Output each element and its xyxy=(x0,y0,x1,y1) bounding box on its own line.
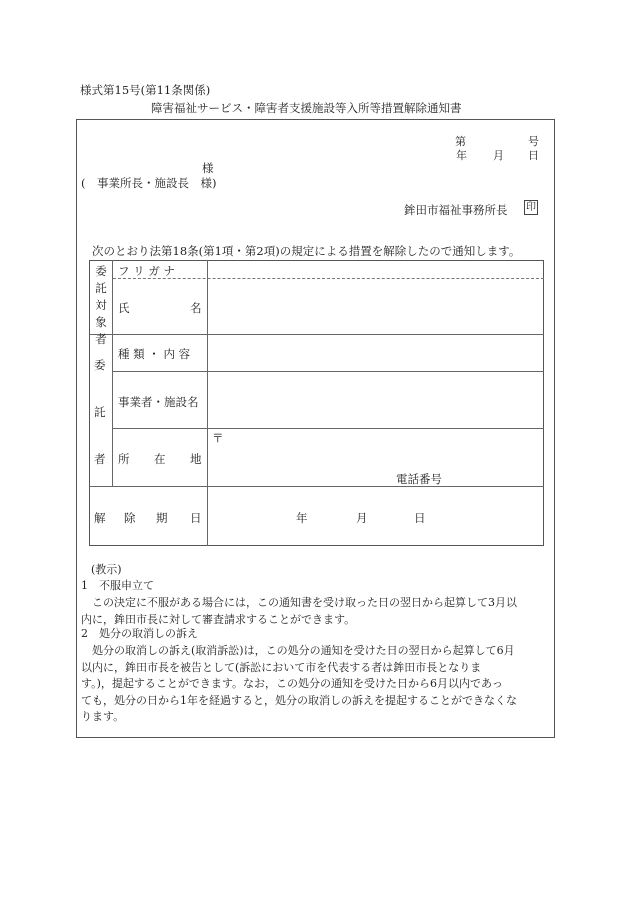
release-label-char-3: 期 xyxy=(156,511,168,525)
notice-heading: (教示) xyxy=(91,563,122,576)
form-number: 様式第15号(第11条関係) xyxy=(80,83,211,97)
date-day: 日 xyxy=(528,149,539,162)
trustee-group-char-3: 者 xyxy=(94,452,106,466)
address-label-char-2: 在 xyxy=(154,452,166,466)
document-title: 障害福祉サービス・障害者支援施設等入所等措置解除通知書 xyxy=(151,101,462,115)
notice-item2-body xyxy=(81,643,551,726)
number-suffix: 号 xyxy=(528,135,539,148)
notice-item2-line: ても，処分の日から1年を経過すると，処分の取消しの訴えを提起することができなくな xyxy=(81,693,517,707)
operator-label: 事業者・施設名 xyxy=(118,395,199,409)
notice-item1-title: 1 不服申立て xyxy=(81,579,154,592)
issuer-name: 鉾田市福祉事務所長 xyxy=(404,203,508,217)
notice-item2-line: 処分の取消しの訴え(取消訴訟)は，この処分の通知を受けた日の翌日から起算して6月 xyxy=(92,644,515,657)
name-label-right: 名 xyxy=(190,301,202,315)
furigana-divider xyxy=(113,278,544,279)
table-col-divider-2 xyxy=(207,260,208,546)
address-label-char-1: 所 xyxy=(118,452,130,466)
release-year: 年 xyxy=(296,511,308,525)
row-divider-operator xyxy=(113,428,544,429)
date-year: 年 xyxy=(456,149,467,162)
addressee-facility-line: ( 事業所長・施設長 様) xyxy=(81,176,217,190)
notice-item1-body xyxy=(81,595,551,628)
date-month: 月 xyxy=(493,149,504,162)
release-label-char-1: 解 xyxy=(94,511,106,525)
trustee-group-char-1: 委 xyxy=(94,358,106,372)
notice-item2-line: ります。 xyxy=(81,710,125,723)
addressee-honorific: 様 xyxy=(202,161,214,175)
notice-item1-line: この決定に不服がある場合には，この通知書を受け取った日の翌日から起算して3月以 xyxy=(92,596,517,609)
address-label-char-3: 地 xyxy=(190,452,202,466)
release-month: 月 xyxy=(356,511,368,525)
postal-mark: 〒 xyxy=(212,431,224,445)
number-prefix: 第 xyxy=(455,135,466,148)
subject-group-label: 委託対象者 xyxy=(95,264,107,346)
row-divider-address xyxy=(89,486,544,487)
trustee-group-char-2: 託 xyxy=(94,405,106,419)
release-label-char-4: 日 xyxy=(190,511,202,525)
notice-item2-line: 以内に，鉾田市長を被告として(訴訟において市を代表する者は鉾田市長となりま xyxy=(81,660,482,674)
type-content-label: 種 類 ・ 内 容 xyxy=(118,347,191,361)
name-label-left: 氏 xyxy=(118,301,130,315)
row-divider-subject xyxy=(89,334,544,335)
notice-item2-line: す。)，提起することができます。なお，この処分の通知を受けた日から6月以内であっ xyxy=(81,677,503,690)
release-day: 日 xyxy=(414,511,426,525)
release-label-char-2: 除 xyxy=(124,511,136,525)
notice-item2-title: 2 処分の取消しの訴え xyxy=(81,627,198,640)
furigana-label: フ リ ガ ナ xyxy=(118,264,175,278)
phone-label: 電話番号 xyxy=(396,472,442,486)
table-col-divider-1 xyxy=(112,260,113,486)
notice-item1-line: 内に，鉾田市長に対して審査請求することができます。 xyxy=(81,612,356,626)
intro-text: 次のとおり法第18条(第1項・第2項)の規定による措置を解除したので通知します。 xyxy=(92,244,521,258)
seal-mark: 印 xyxy=(526,202,536,213)
row-divider-type xyxy=(113,371,544,372)
